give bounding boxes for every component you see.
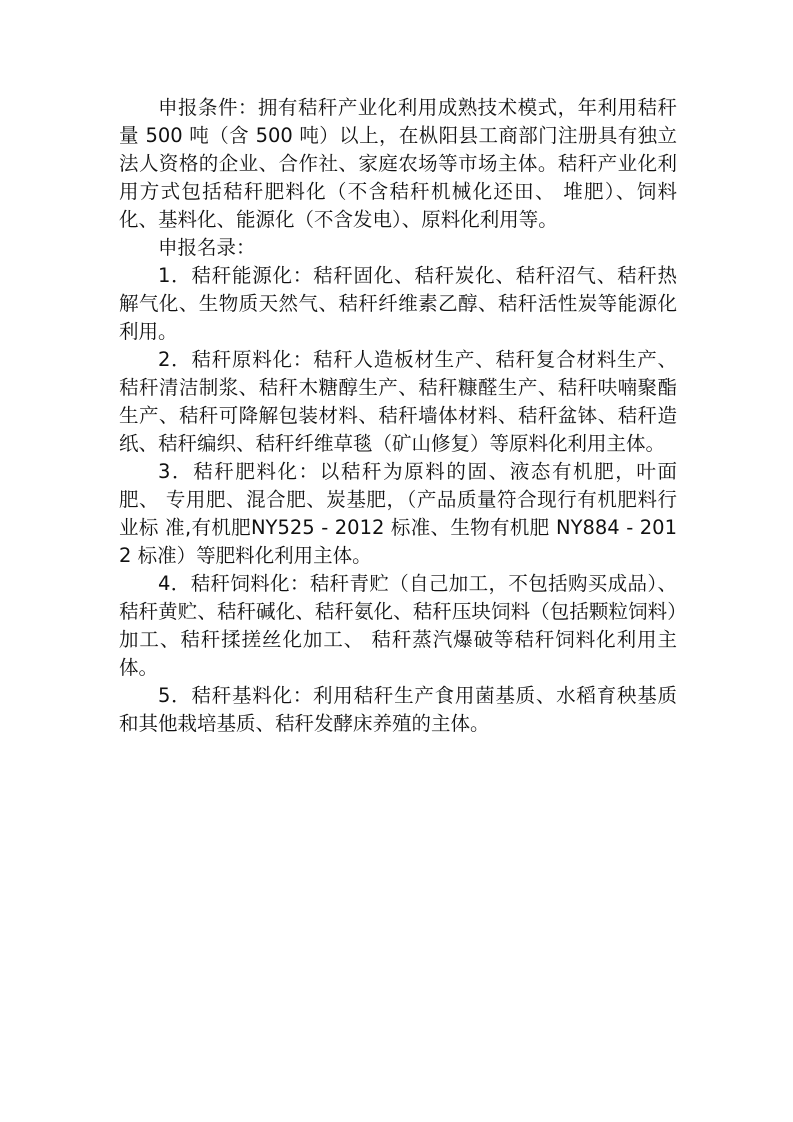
paragraph-application-catalog-heading: 申报名录：: [158, 236, 256, 259]
document-body: [119, 94, 677, 738]
paragraph-item-substrate: 5．秸秆基料化：利用秸秆生产食用菌基质、水稻育秧基质和其他栽培基质、秸秆发酵床养殖的主体。: [119, 684, 677, 735]
paragraph-item-fertilizer: 3．秸秆肥料化：以秸秆为原料的固、液态有机肥，叶面肥、 专用肥、混合肥、炭基肥，（产品质量符合现行有机肥料行业标 准,有机肥NY525 - 2012 标准、生物有机肥 NY884 - 2012 标准）等肥料化利用主体。: [119, 460, 677, 567]
paragraph-item-energy: 1．秸秆能源化：秸秆固化、秸秆炭化、秸秆沼气、秸秆热 解气化、生物质天然气、秸秆纤维素乙醇、秸秆活性炭等能源化利用。: [119, 264, 677, 343]
paragraph-item-feed: 4．秸秆饲料化：秸秆青贮（自己加工，不包括购买成品）、秸秆黄贮、秸秆碱化、秸秆氨化、秸秆压块饲料（包括颗粒饲料）加工、秸秆揉搓丝化加工、 秸秆蒸汽爆破等秸秆饲料化利用主体。: [119, 572, 677, 679]
paragraph-application-conditions: 申报条件：拥有秸秆产业化利用成熟技术模式，年利用秸秆量 500 吨（含 500 吨）以上，在枞阳县工商部门注册具有独立法人资格的企业、合作社、家庭农场等市场主体。秸秆产业化利用方式包括秸秆肥料化（不含秸秆机械化还田、 堆肥）、饲料化、基料化、能源化（不含发电）、原料化利用等。: [119, 96, 677, 231]
paragraph-item-raw-material: 2．秸秆原料化：秸秆人造板材生产、秸秆复合材料生产、 秸秆清洁制浆、秸秆木糖醇生产、秸秆糠醛生产、秸秆呋喃聚酯 生产、秸秆可降解包装材料、秸秆墙体材料、秸秆盆钵、秸秆造 纸、秸秆编织、秸秆纤维草毯（矿山修复）等原料化利用主体。: [119, 348, 677, 455]
